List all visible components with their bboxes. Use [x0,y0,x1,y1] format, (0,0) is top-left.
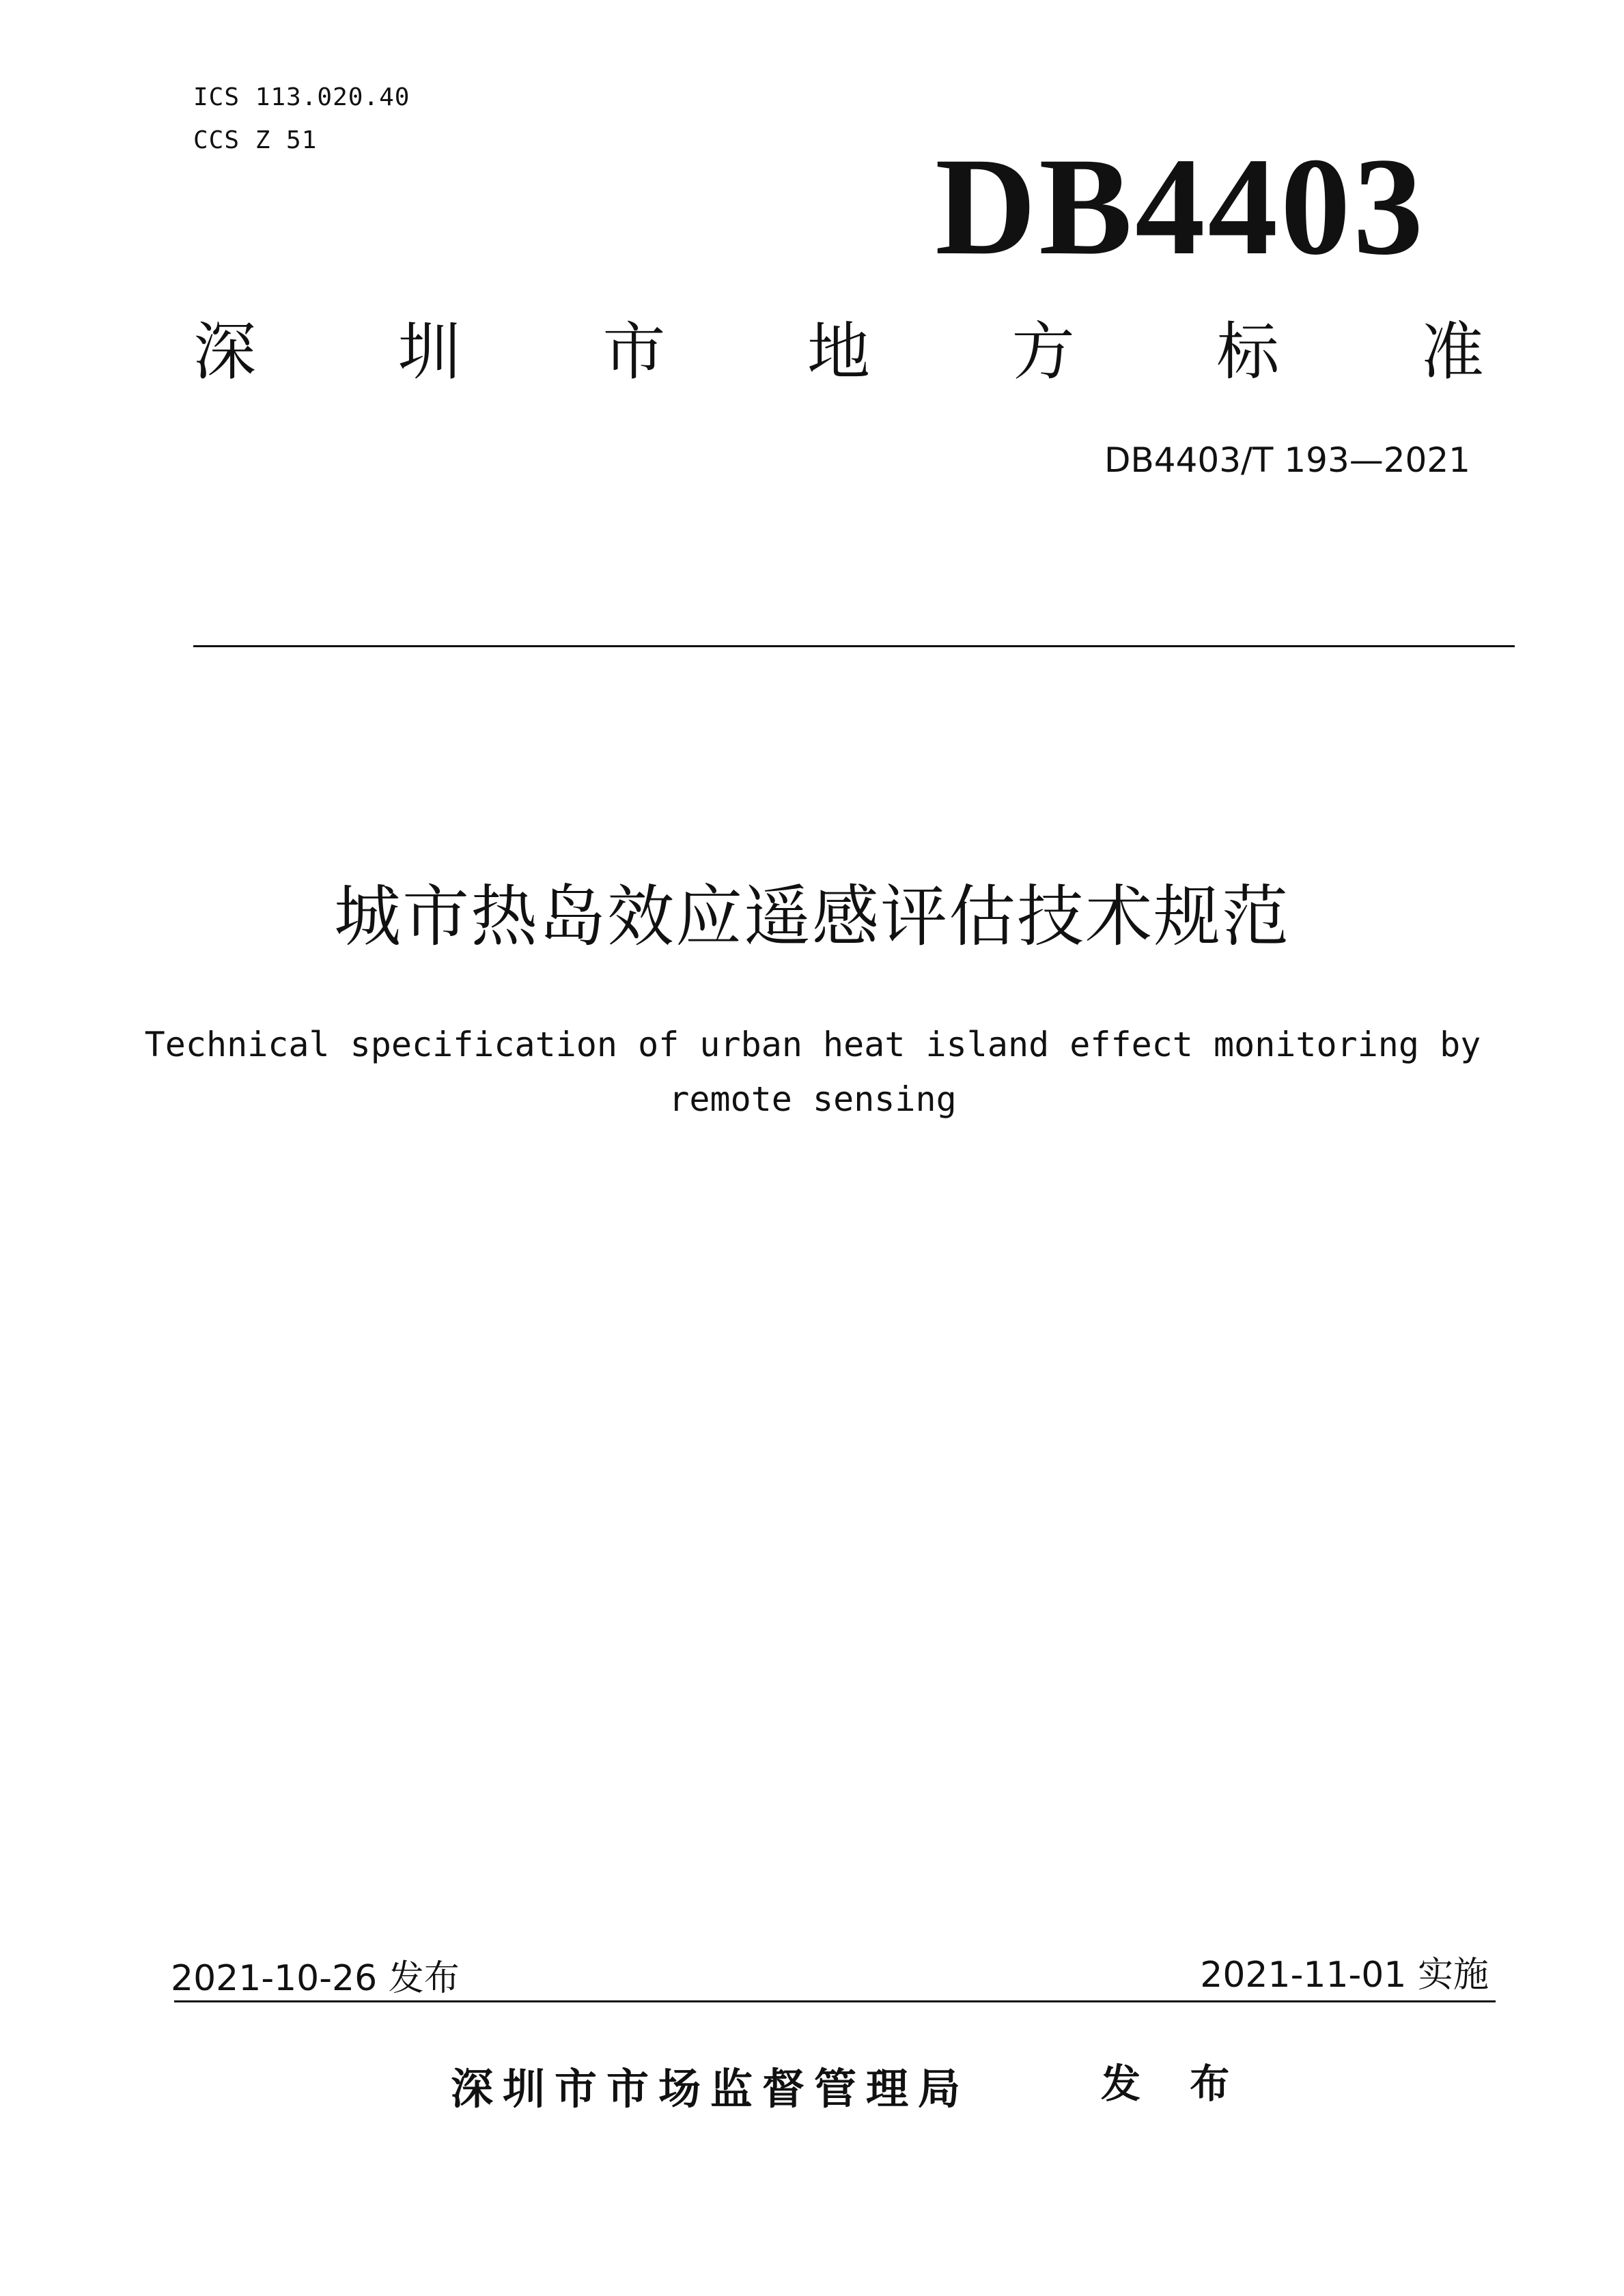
standard-type-char: 市 [602,315,666,388]
standard-db-mark: DB4403 [935,129,1426,284]
header-divider [193,645,1515,647]
standard-type-char: 地 [807,315,870,388]
implementation-date: 2021-11-01 实施 [1200,1955,1489,1996]
ccs-code: CCS Z 51 [193,126,318,154]
footer-divider [174,2000,1496,2002]
issue-label: 发 布 [1101,2060,1248,2107]
title-chinese: 城市热岛效应遥感评估技术规范 [333,878,1290,956]
standard-type-char: 方 [1011,315,1075,388]
standard-type-char: 准 [1420,315,1484,388]
standard-type-char: 深 [193,315,257,388]
standard-type-char: 圳 [397,315,461,388]
standard-type-heading [193,315,1484,388]
ics-code: ICS 113.020.40 [193,83,410,111]
issuing-authority: 深圳市市场监督管理局 [451,2064,970,2114]
issue-date: 2021-10-26 发布 [171,1958,460,1999]
standard-number: DB4403/T 193—2021 [1104,440,1470,480]
standard-type-char: 标 [1216,315,1280,388]
title-english: Technical specification of urban heat island effect monitoring by remote sensing [144,1025,1481,1119]
